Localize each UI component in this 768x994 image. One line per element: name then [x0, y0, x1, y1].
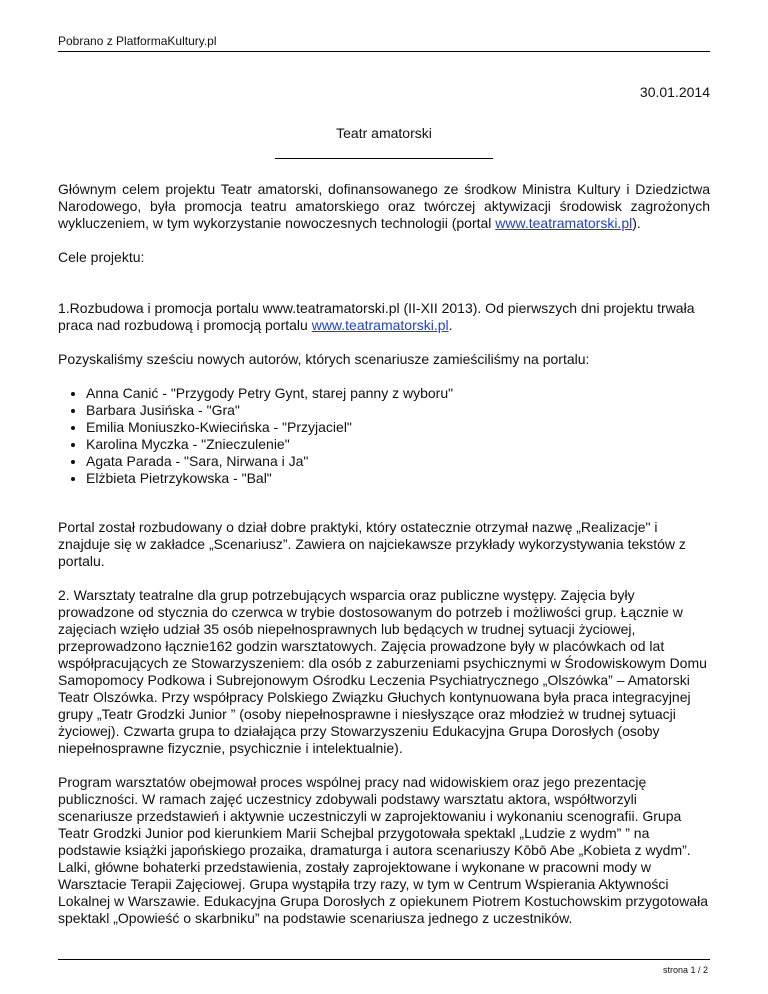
footer-divider: [58, 959, 710, 960]
list-item: • Barbara Jusińska - "Gra": [86, 402, 710, 419]
authors-list: [58, 385, 710, 487]
intro-text: Głównym celem projektu Teatr amatorski, dofinansowanego ze środkow Ministra Kultury i Dziedzictwa Narodowego, była promocja teatru amatorskiego oraz twórczej aktywizacji środowisk zagrożonych wykluczeniem, w tym wykorzystanie nowoczesnych technologii (portal: [58, 181, 710, 231]
title-underline: [275, 158, 493, 159]
goal-1-paragraph: [58, 300, 710, 334]
goals-heading: Cele projektu:: [58, 249, 145, 265]
list-item: • Elżbieta Pietrzykowska - "Bal": [86, 470, 710, 487]
portal-paragraph: Portal został rozbudowany o dział dobre praktyki, który ostatecznie otrzymał nazwę „Realizacje" i znajduje się w zakładce „Scenariusz”. Zawiera on najciekawsze przykłady wykorzystywania tekstów z portalu.: [58, 519, 686, 569]
page-number: strona 1 / 2: [662, 965, 708, 975]
page-header-source: Pobrano z PlatformaKultury.pl: [58, 34, 217, 48]
goal-1-text-end: .: [448, 317, 453, 333]
header-divider: [58, 51, 710, 52]
portal-link-2[interactable]: www.teatramatorski.pl: [311, 317, 449, 333]
program-paragraph: Program warsztatów obejmował proces wspólnej pracy nad widowiskiem oraz jego prezentację publiczności. W ramach zajęć uczestnicy zdobywali podstawy warsztatu aktora, współtworzyli scenariusze przedstawień i aktywnie uczestniczyli w zaprojektowaniu i wykonaniu scenografii. Grupa Teatr Grodzki Junior pod kierunkiem Marii Schejbal przygotowała spektakl „Ludzie z wydm” ” na podstawie książki japońskiego prozaika, dramaturga i autora scenariuszy Kōbō Abe „Kobieta z wydm”. Lalki, główne bohaterki przedstawienia, zostały zaprojektowane i wykonane w pracowni mody w Warsztacie Terapii Zajęciowej. Grupa wystąpiła trzy razy, w tym w Centrum Wspierania Aktywności Lokalnej w Warszawie. Edukacyjna Grupa Dorosłych z opiekunem Piotrem Kostuchowskim przygotowała spektakl „Opowieść o skarbniku” na podstawie scenariusza jednego z uczestników.: [58, 774, 708, 926]
portal-link[interactable]: www.teatramatorski.pl: [495, 215, 633, 231]
goal-1-text: 1.Rozbudowa i promocja portalu www.teatramatorski.pl (II-XII 2013). Od pierwszych dni projektu trwała praca nad rozbudową i promocją portalu: [58, 300, 695, 333]
document-title: Teatr amatorski: [336, 125, 432, 141]
list-item: • Karolina Myczka - "Znieczulenie": [86, 436, 710, 453]
list-item: • Emilia Moniuszko-Kwiecińska - "Przyjaciel": [86, 419, 710, 436]
intro-paragraph: [58, 181, 710, 232]
goal-2-paragraph: 2. Warsztaty teatralne dla grup potrzebujących wsparcia oraz publiczne występy. Zajęcia były prowadzone od stycznia do czerwca w trybie dostosowanym do potrzeb i możliwości grup. Łącznie w zajęciach wzięło udział 35 osób niepełnosprawnych lub będących w trudnej sytuacji życiowej, przeprowadzono łącznie162 godzin warsztatowych. Zajęcia prowadzone były w placówkach od lat współpracujących ze Stowarzyszeniem: dla osób z zaburzeniami psychicznymi w Środowiskowym Domu Samopomocy Podkowa i Subrejonowym Ośrodku Leczenia Psychiatrycznego „Olszówka” – Amatorski Teatr Olszówka. Przy współpracy Polskiego Związku Głuchych kontynuowana była praca integracyjnej grupy „Teatr Grodzki Junior ” (osoby niepełnosprawne i niesłyszące oraz młodzież w trudnej sytuacji życiowej). Czwarta grupa to działająca przy Stowarzyszeniu Edukacyjna Grupa Dorosłych (osoby niepełnosprawne fizycznie, psychicznie i intelektualnie).: [58, 587, 707, 756]
authors-intro: Pozyskaliśmy sześciu nowych autorów, których scenariusze zamieściliśmy na portalu:: [58, 351, 590, 367]
intro-text-end: ).: [632, 215, 641, 231]
list-item: • Anna Canić - "Przygody Petry Gynt, starej panny z wyboru": [86, 385, 710, 402]
document-date: 30.01.2014: [639, 84, 710, 100]
document-body: [58, 84, 710, 944]
list-item: • Agata Parada - "Sara, Nirwana i Ja": [86, 453, 710, 470]
